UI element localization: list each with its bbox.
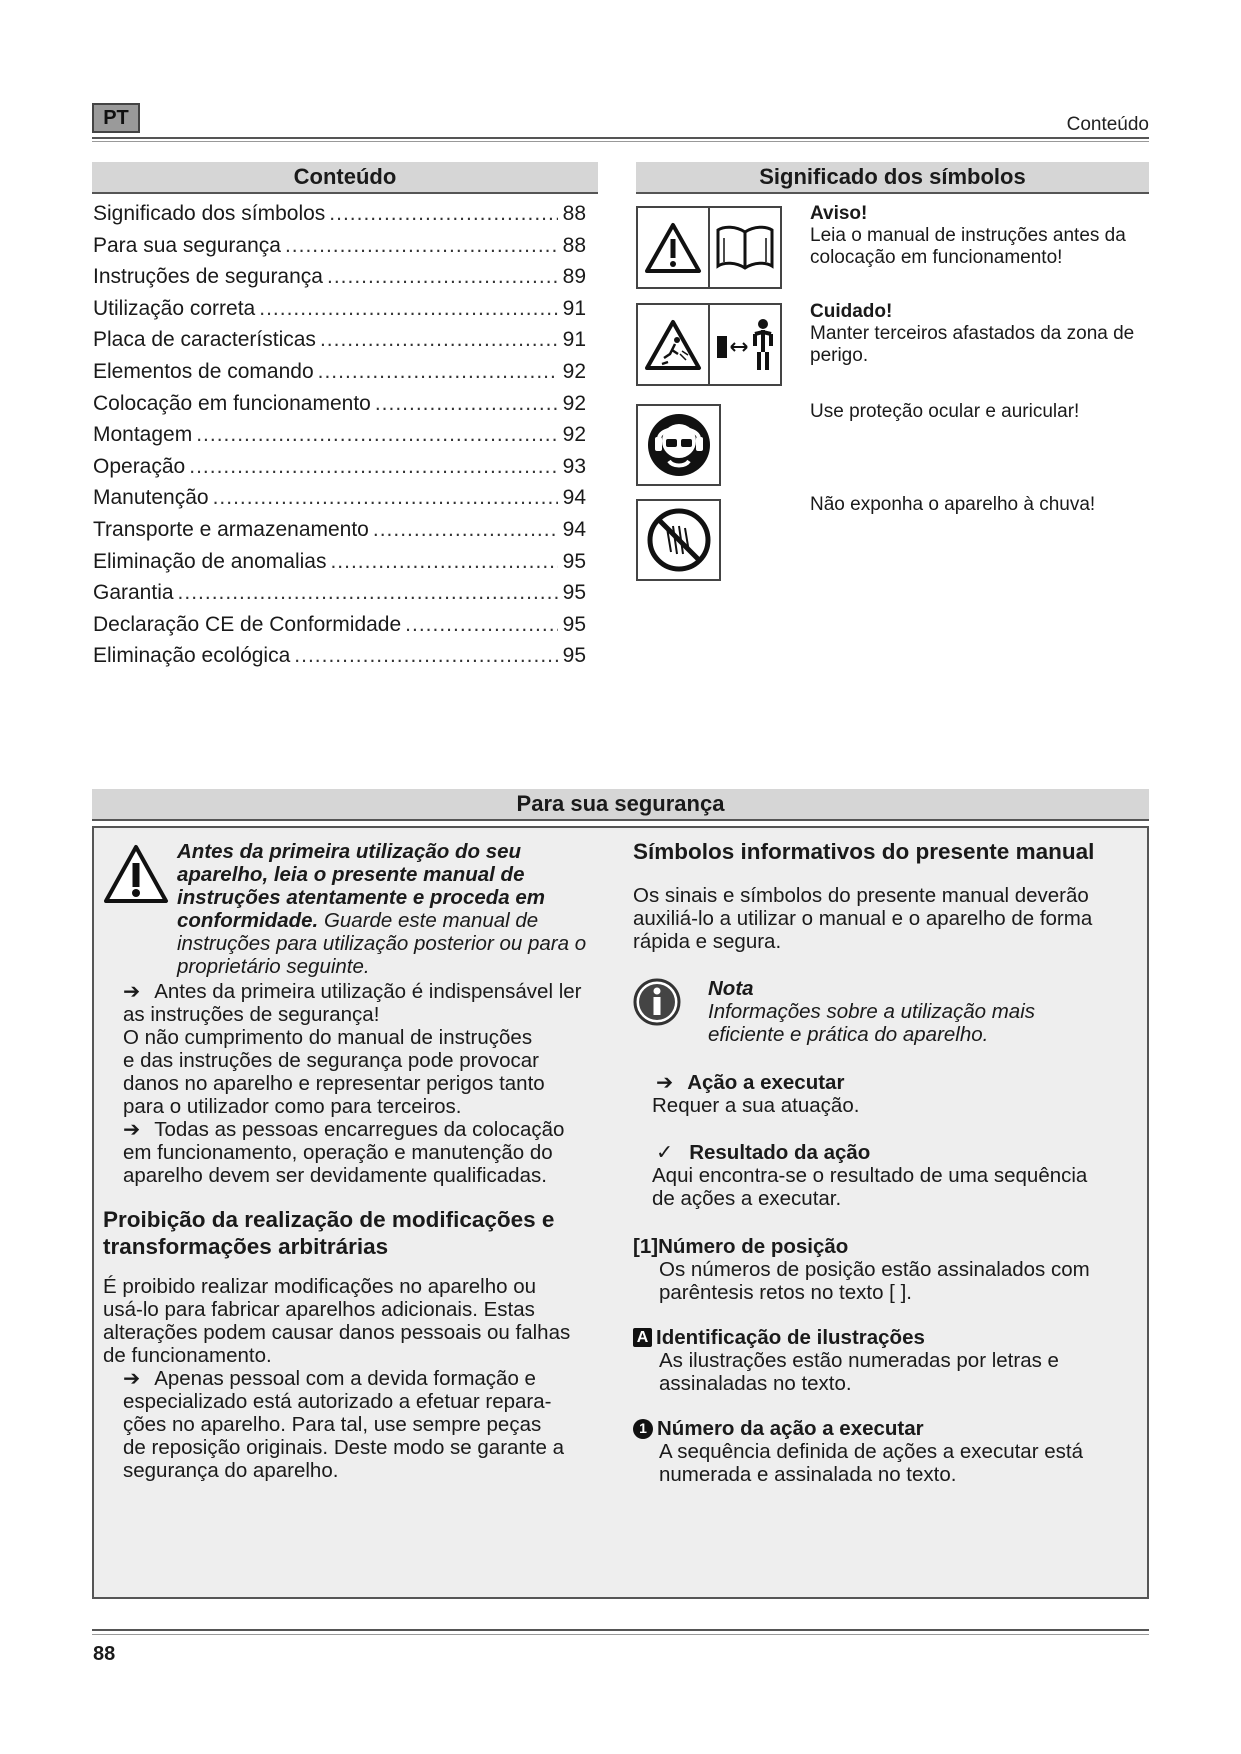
- toc-entry-page: 92: [562, 423, 586, 447]
- result-text: Aqui encontra-se o resultado de uma sequência de ações a executar.: [652, 1164, 1088, 1210]
- footer-rule: [92, 1629, 1149, 1631]
- action-block: [652, 1071, 1142, 1117]
- symbol-caution-heading: Cuidado!: [810, 301, 893, 322]
- toc-entry-label: Significado dos símbolos: [93, 202, 326, 225]
- step-heading: Número da ação a executar: [657, 1417, 924, 1440]
- toc-leader-dots: [189, 455, 558, 479]
- toc-leader-dots: [285, 234, 558, 258]
- position-heading: Número de posição: [658, 1235, 849, 1258]
- note-block: [708, 977, 1138, 1046]
- toc-entry-label: Manutenção: [93, 486, 209, 510]
- toc-leader-dots: [327, 265, 558, 289]
- toc-entry[interactable]: [93, 486, 586, 518]
- toc-entry[interactable]: [93, 550, 586, 582]
- bullet3-first-line: Apenas pessoal com a devida formação e: [154, 1367, 536, 1390]
- no-rain-icon: [638, 501, 719, 579]
- symbol-warning-read-manual: [636, 206, 782, 289]
- toc-entry-page: 95: [562, 612, 586, 636]
- toc-entry-label: Operação: [93, 454, 186, 478]
- symbol-no-rain-text: Não exponha o aparelho à chuva!: [810, 494, 1096, 515]
- safety-warning-italic: Guarde este manual de instruções para utilização posterior ou para o proprietário seguinte.: [177, 909, 587, 978]
- toc-entry[interactable]: [93, 455, 586, 487]
- toc-entry-page: 95: [562, 581, 586, 605]
- warning-triangle-icon: [103, 844, 169, 909]
- action-heading: Ação a executar: [687, 1071, 845, 1094]
- symbol-warning-text: Leia o manual de instruções antes da colocação em funcionamento!: [810, 225, 1126, 268]
- keep-distance-icon: [710, 305, 780, 384]
- toc-entry[interactable]: [93, 581, 586, 613]
- toc-entry-page: 91: [562, 328, 586, 352]
- toc-entry[interactable]: [93, 234, 586, 266]
- flying-debris-warning-icon: [638, 305, 710, 384]
- toc-entry-page: 94: [562, 517, 586, 541]
- action-text: Requer a sua atuação.: [652, 1094, 860, 1117]
- toc-leader-dots: [294, 644, 558, 668]
- toc-entry[interactable]: [93, 202, 586, 234]
- toc-entry-page: 89: [562, 265, 586, 289]
- toc-leader-dots: [320, 328, 558, 352]
- illustration-letter-icon: A: [633, 1328, 652, 1347]
- note-text: Informações sobre a utilização mais eficiente e prática do aparelho.: [708, 1000, 1036, 1046]
- toc-entry-label: Transporte e armazenamento: [93, 517, 369, 541]
- eye-ear-protection-icon: [638, 406, 719, 484]
- toc-leader-dots: [405, 613, 558, 637]
- toc-leader-dots: [196, 423, 558, 447]
- safety-bullet-trained-personnel: [123, 1367, 633, 1482]
- toc-heading: Conteúdo: [92, 162, 598, 194]
- header-rule-thin: [92, 141, 1149, 142]
- page-number: 88: [93, 1643, 116, 1665]
- toc-entry[interactable]: [93, 265, 586, 297]
- toc-leader-dots: [373, 518, 558, 542]
- toc-entry-label: Utilização correta: [93, 296, 256, 320]
- illustration-block: [633, 1326, 1143, 1395]
- language-badge: PT: [92, 103, 140, 133]
- table-of-contents: [93, 202, 586, 676]
- toc-leader-dots: [318, 360, 558, 384]
- info-icon: [633, 977, 681, 1032]
- arrow-icon: ➔: [123, 1367, 141, 1390]
- manual-symbols-intro: Os sinais e símbolos do presente manual deverão auxiliá-lo a utilizar o manual e o aparelho de forma rápida e segura.: [633, 884, 1093, 953]
- header-section-title: Conteúdo: [1066, 114, 1149, 135]
- bullet2-first-line: Todas as pessoas encarregues da colocação: [154, 1118, 565, 1141]
- safety-warning-bold: Antes da primeira utilização do seu aparelho, leia o presente manual de instruções atentamente e proceda em conformidade.: [177, 840, 545, 932]
- book-icon: [710, 208, 780, 287]
- toc-entry-label: Eliminação ecológica: [93, 644, 291, 668]
- toc-entry[interactable]: [93, 392, 586, 424]
- symbol-eye-ear-protection: [636, 404, 721, 486]
- illustration-text: As ilustrações estão numeradas por letras e assinaladas no texto.: [659, 1349, 1059, 1395]
- toc-leader-dots: [375, 392, 558, 416]
- safety-warning-text: [177, 840, 609, 978]
- note-heading: Nota: [708, 977, 754, 1000]
- toc-entry[interactable]: [93, 644, 586, 676]
- toc-entry-label: Colocação em funcionamento: [93, 391, 371, 415]
- warning-triangle-icon: [638, 208, 710, 287]
- toc-entry-label: Montagem: [93, 423, 193, 447]
- toc-entry-label: Declaração CE de Conformidade: [93, 612, 402, 636]
- toc-entry-page: 92: [562, 359, 586, 383]
- toc-entry-label: Eliminação de anomalias: [93, 549, 327, 573]
- check-icon: ✓: [656, 1141, 674, 1164]
- symbol-caution-text: Manter terceiros afastados da zona de perigo.: [810, 323, 1135, 366]
- position-text: Os números de posição estão assinalados com parêntesis retos no texto [ ].: [659, 1258, 1090, 1304]
- safety-bullet-qualified-persons: [123, 1118, 633, 1187]
- symbol-warning-heading: Aviso!: [810, 203, 868, 224]
- position-block: [633, 1235, 1143, 1304]
- bullet3-rest: especializado está autorizado a efetuar repara- ções no aparelho. Para tal, use sempre peças de reposição originais. Deste modo se garante a segurança do aparelho.: [123, 1390, 565, 1482]
- toc-entry[interactable]: [93, 360, 586, 392]
- bullet2-rest: em funcionamento, operação e manutenção do aparelho devem ser devidamente qualificadas.: [123, 1141, 553, 1187]
- toc-entry-page: 93: [562, 454, 586, 478]
- bullet1-first-line: Antes da primeira utilização é indispensável ler: [154, 980, 582, 1003]
- toc-entry-label: Garantia: [93, 581, 174, 605]
- symbol-caution-distance: [636, 303, 782, 386]
- toc-entry-label: Instruções de segurança: [93, 265, 323, 289]
- step-number-icon: 1: [633, 1419, 653, 1439]
- toc-entry-page: 94: [562, 486, 586, 510]
- prohibition-heading: Proibição da realização de modificações e transformações arbitrárias: [103, 1207, 555, 1259]
- symbol-protection-text: Use proteção ocular e auricular!: [810, 401, 1080, 422]
- symbol-no-rain-desc: [810, 494, 1140, 516]
- toc-entry[interactable]: [93, 613, 586, 645]
- header-rule: [92, 137, 1149, 139]
- toc-entry[interactable]: [93, 518, 586, 550]
- toc-entry[interactable]: [93, 423, 586, 455]
- footer-rule-thin: [92, 1634, 1149, 1635]
- toc-entry-page: 92: [562, 391, 586, 415]
- toc-leader-dots: [329, 202, 558, 226]
- symbol-warning-desc: [810, 203, 1140, 269]
- illustration-heading: Identificação de ilustrações: [656, 1326, 925, 1349]
- position-marker: [1]: [633, 1235, 659, 1258]
- arrow-icon: ➔: [123, 1118, 141, 1141]
- toc-entry-page: 91: [562, 296, 586, 320]
- symbols-heading: Significado dos símbolos: [636, 162, 1149, 194]
- symbol-no-rain: [636, 499, 721, 581]
- manual-symbols-heading: Símbolos informativos do presente manual: [633, 839, 1095, 864]
- arrow-icon: ➔: [656, 1071, 674, 1094]
- arrow-icon: ➔: [123, 980, 141, 1003]
- result-block: [652, 1141, 1142, 1210]
- safety-heading: Para sua segurança: [92, 789, 1149, 821]
- toc-entry-page: 95: [562, 549, 586, 573]
- toc-entry-page: 88: [562, 202, 586, 225]
- step-text: A sequência definida de ações a executar está numerada e assinalada no texto.: [659, 1440, 1083, 1486]
- toc-entry-label: Para sua segurança: [93, 233, 281, 257]
- toc-leader-dots: [213, 486, 558, 510]
- safety-bullet-read-instructions: [123, 980, 633, 1118]
- symbol-caution-desc: [810, 301, 1140, 367]
- toc-entry-label: Placa de características: [93, 328, 316, 352]
- toc-leader-dots: [259, 297, 558, 321]
- toc-leader-dots: [178, 581, 558, 605]
- toc-entry-page: 95: [562, 644, 586, 668]
- prohibition-text: É proibido realizar modificações no aparelho ou usá-lo para fabricar aparelhos adicionais. Estas alterações podem causar danos pessoais ou falhas de funcionamento.: [103, 1275, 571, 1367]
- toc-entry[interactable]: [93, 328, 586, 360]
- bullet1-rest: as instruções de segurança! O não cumprimento do manual de instruções e das instruções de segurança pode provocar danos no aparelho e representar perigos tanto para o utilizador como para terceiros.: [123, 1003, 545, 1118]
- result-heading: Resultado da ação: [689, 1141, 871, 1164]
- toc-leader-dots: [330, 550, 558, 574]
- step-block: [633, 1417, 1143, 1486]
- toc-entry[interactable]: [93, 297, 586, 329]
- toc-entry-label: Elementos de comando: [93, 359, 314, 383]
- symbol-protection-desc: [810, 401, 1140, 423]
- toc-entry-page: 88: [562, 233, 586, 257]
